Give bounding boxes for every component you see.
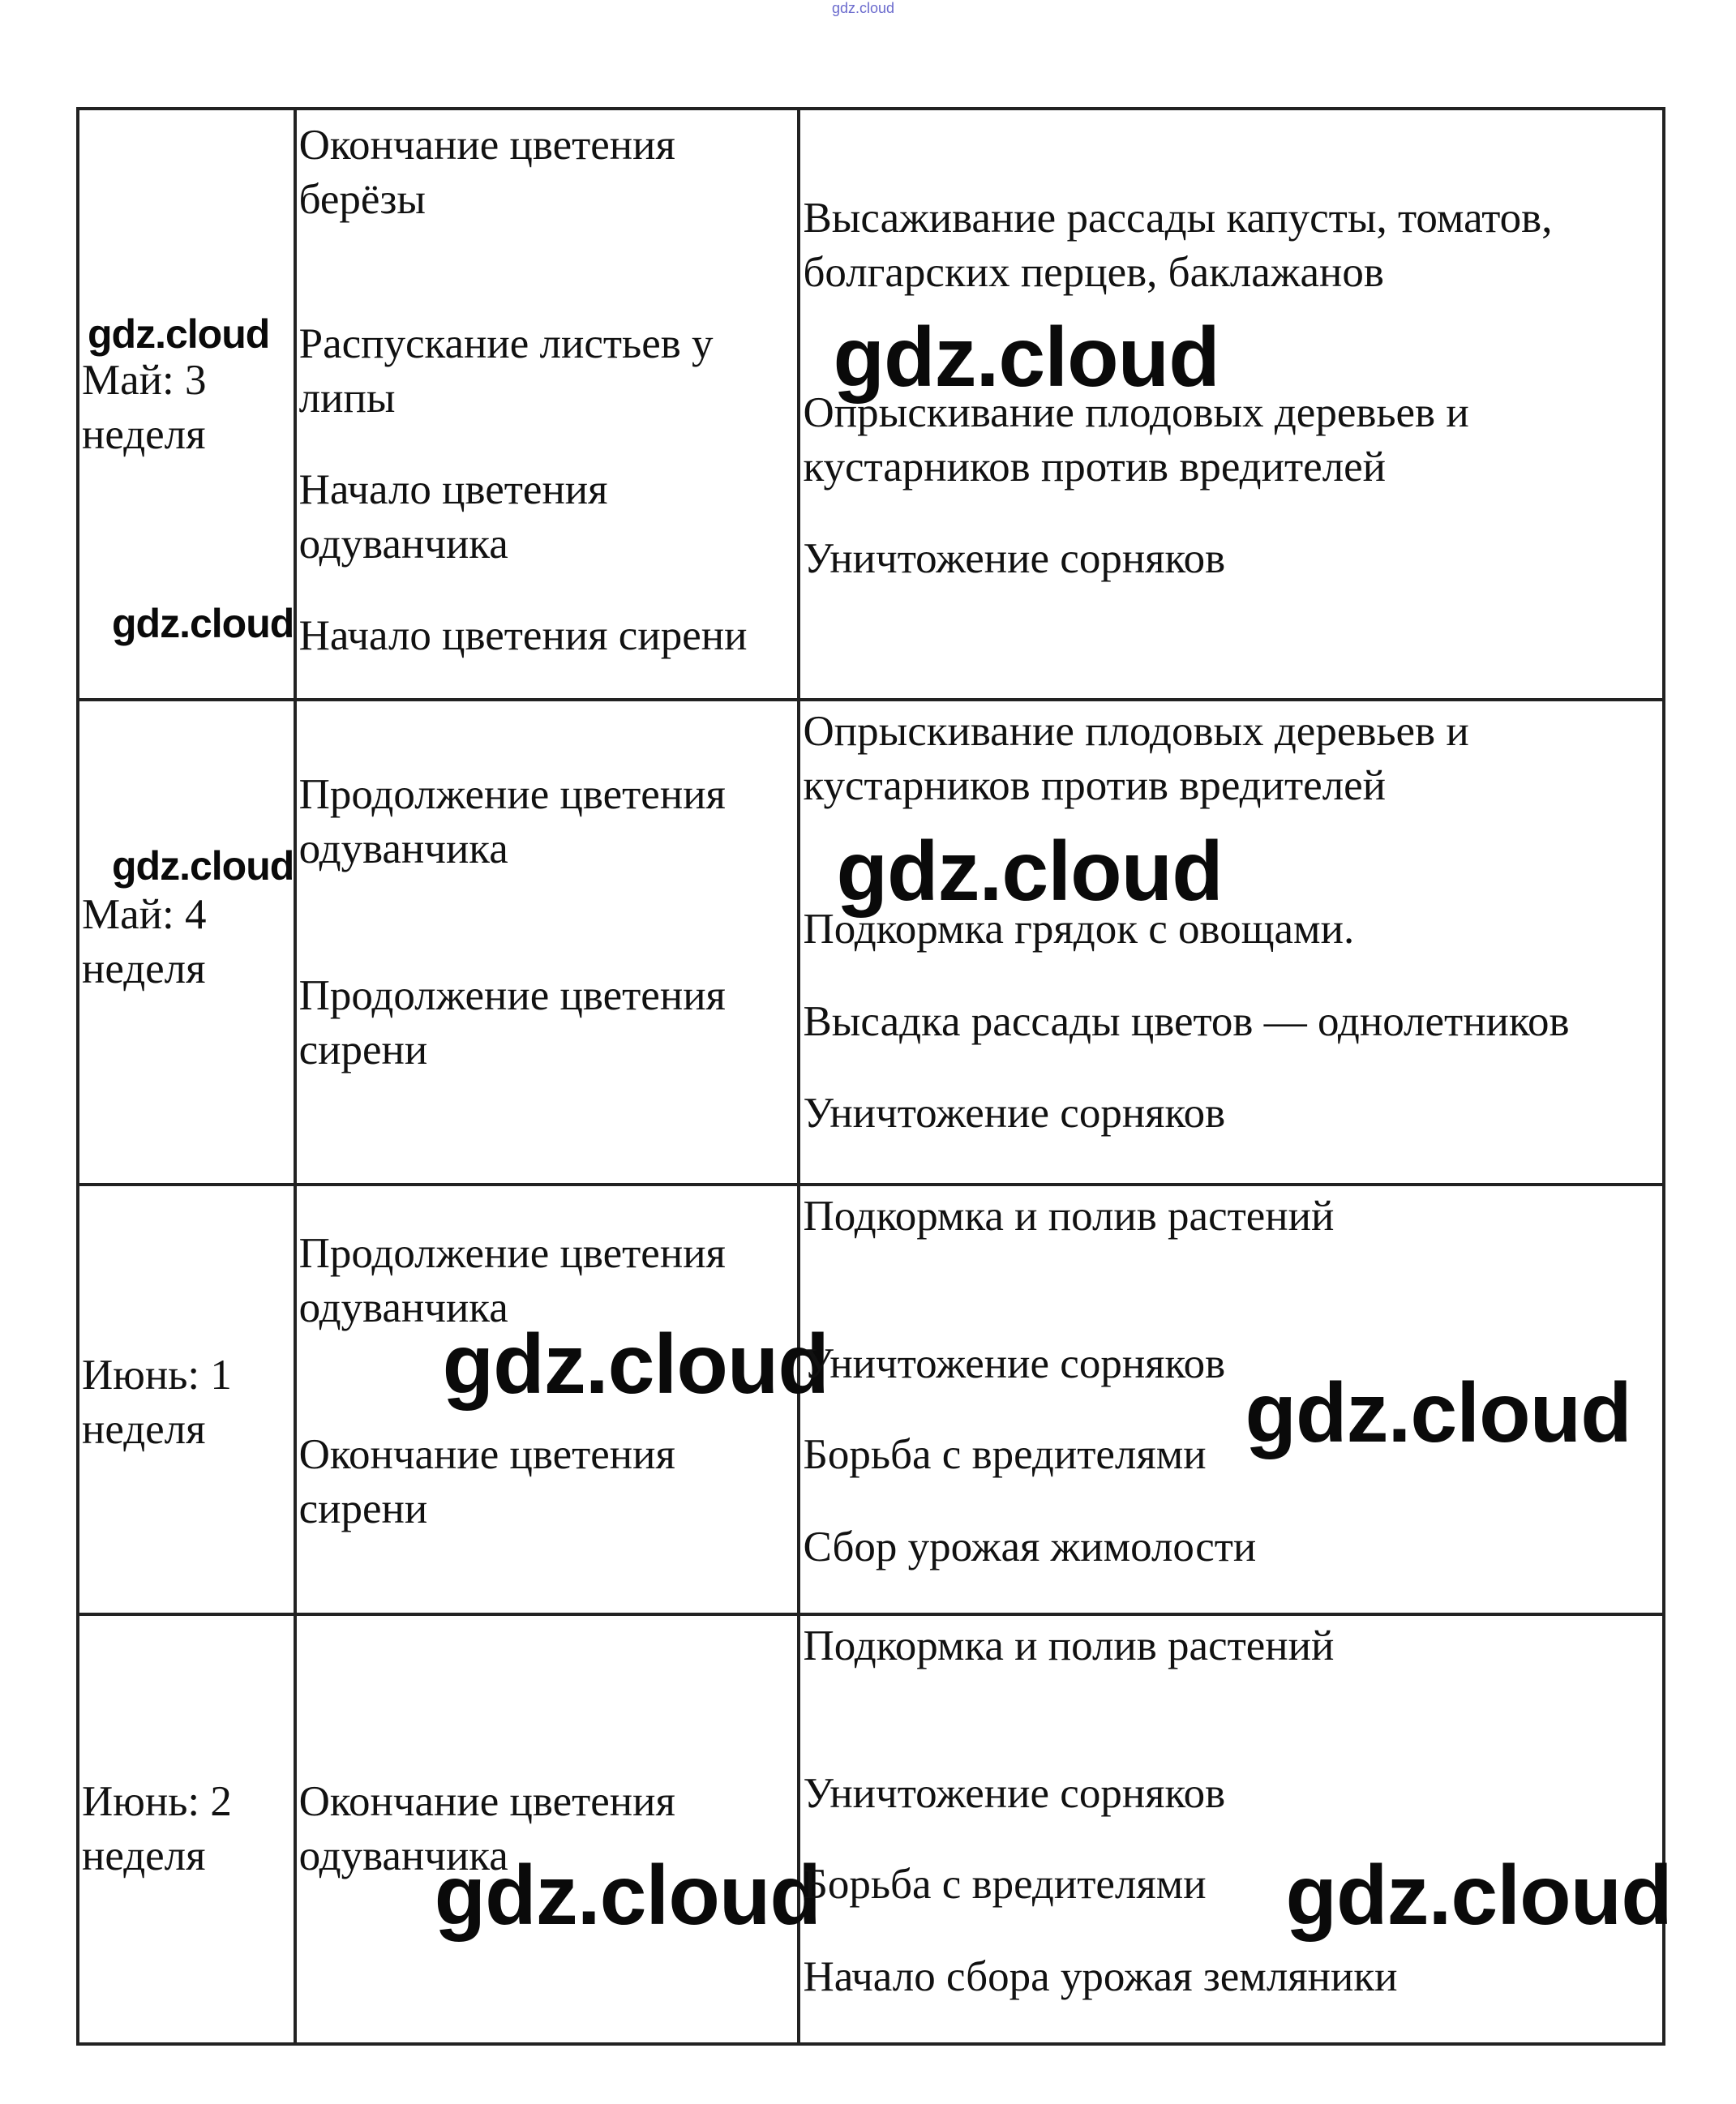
nature-line: Начало цветения сирени <box>298 612 748 659</box>
table-row <box>78 1614 1664 2044</box>
work-line: Уничтожение сорняков <box>803 1770 1226 1817</box>
nature-line: Окончание цветения <box>298 1778 675 1825</box>
watermark: gdz.cloud <box>833 311 1219 405</box>
work-entry <box>803 1619 1662 1673</box>
nature-entry <box>299 463 608 572</box>
week-cell <box>78 700 295 1185</box>
work-entry <box>803 1189 1662 1244</box>
work-line: Подкормка грядок с овощами. <box>803 906 1355 953</box>
nature-cell <box>295 700 799 1185</box>
nature-cell <box>295 109 799 700</box>
work-entry <box>803 1767 1662 1821</box>
nature-entry <box>299 969 726 1078</box>
work-line: Уничтожение сорняков <box>803 535 1226 582</box>
nature-entry <box>299 1428 675 1536</box>
nature-line: одуванчика <box>298 1832 508 1879</box>
work-line: кустарников против вредителей <box>803 762 1387 809</box>
work-line: Подкормка и полив растений <box>803 1622 1335 1669</box>
week-line: Июнь: 1 <box>82 1352 232 1399</box>
week-cell <box>78 1185 295 1614</box>
work-line: Борьба с вредителями <box>803 1861 1207 1908</box>
week-line: Май: 3 <box>82 357 207 404</box>
work-line: Начало сбора урожая земляники <box>803 1953 1398 2000</box>
work-line: Высадка рассады цветов — однолетников <box>803 998 1570 1045</box>
watermark: gdz.cloud <box>836 825 1223 919</box>
nature-line: Продолжение цветения <box>298 1230 726 1277</box>
week-line: неделя <box>82 1832 206 1879</box>
nature-line: Окончание цветения <box>298 1431 675 1478</box>
table-row <box>78 1185 1664 1614</box>
top-watermark: gdz.cloud <box>832 0 895 16</box>
work-entry <box>803 1520 1662 1575</box>
week-line: Май: 4 <box>82 891 207 938</box>
watermark: gdz.cloud <box>1285 1849 1672 1943</box>
nature-cell <box>295 1614 821 2044</box>
week-label <box>82 888 285 996</box>
week-line: Июнь: 2 <box>82 1778 232 1825</box>
watermark: gdz.cloud <box>442 1318 829 1412</box>
nature-entry <box>299 609 748 663</box>
work-entry <box>803 386 1662 495</box>
week-line: неделя <box>82 945 206 992</box>
work-line: Уничтожение сорняков <box>803 1340 1226 1387</box>
work-line: Подкормка и полив растений <box>803 1193 1335 1240</box>
week-cell <box>78 1614 295 2044</box>
nature-entry <box>299 768 726 876</box>
work-entry <box>803 1086 1662 1141</box>
nature-line: сирени <box>298 1026 428 1073</box>
week-label <box>82 354 285 462</box>
nature-line: берёзы <box>298 176 426 223</box>
work-entry <box>803 1428 1662 1482</box>
work-line: кустарников против вредителей <box>803 444 1387 491</box>
watermark: gdz.cloud <box>112 843 294 889</box>
work-entry <box>803 191 1662 300</box>
work-entry <box>803 902 1662 957</box>
nature-line: Продолжение цветения <box>298 771 726 818</box>
work-line: Высаживание рассады капусты, томатов, <box>803 195 1553 242</box>
nature-line: липы <box>298 375 396 422</box>
work-cell <box>799 109 1664 700</box>
table-row <box>78 109 1664 700</box>
work-entry <box>803 705 1662 813</box>
nature-cell <box>295 1185 829 1614</box>
watermark: gdz.cloud <box>434 1849 821 1943</box>
watermark: gdz.cloud <box>1245 1366 1631 1460</box>
nature-line: Распускание листьев у <box>298 320 714 367</box>
work-entry <box>803 1950 1662 2004</box>
nature-line: Начало цветения <box>298 466 608 513</box>
work-entry <box>803 995 1662 1049</box>
table-row <box>78 700 1664 1185</box>
nature-line: одуванчика <box>298 521 508 568</box>
work-line: Борьба с вредителями <box>803 1431 1207 1478</box>
work-cell <box>799 1185 1664 1614</box>
nature-line: Окончание цветения <box>298 122 675 169</box>
work-cell <box>799 1614 1672 2044</box>
week-label <box>82 1348 285 1457</box>
nature-entry <box>299 317 714 426</box>
nature-line: Продолжение цветения <box>298 972 726 1019</box>
week-line: неделя <box>82 1406 206 1453</box>
schedule-table-wrapper <box>76 107 1672 2046</box>
watermark: gdz.cloud <box>88 311 270 357</box>
work-line: Опрыскивание плодовых деревьев и <box>803 708 1469 755</box>
week-label <box>82 1775 285 1883</box>
work-line: Сбор урожая жимолости <box>803 1523 1257 1571</box>
nature-line: одуванчика <box>298 1284 508 1331</box>
work-line: болгарских перцев, баклажанов <box>803 249 1384 296</box>
work-line: Уничтожение сорняков <box>803 1090 1226 1137</box>
nature-line: одуванчика <box>298 825 508 872</box>
work-cell <box>799 700 1664 1185</box>
week-cell <box>78 109 295 700</box>
watermark: gdz.cloud <box>112 601 294 646</box>
work-entry <box>803 532 1662 586</box>
nature-entry <box>299 118 675 227</box>
schedule-table <box>76 107 1672 2046</box>
week-line: неделя <box>82 411 206 458</box>
work-line: Опрыскивание плодовых деревьев и <box>803 389 1469 436</box>
nature-line: сирени <box>298 1485 428 1532</box>
